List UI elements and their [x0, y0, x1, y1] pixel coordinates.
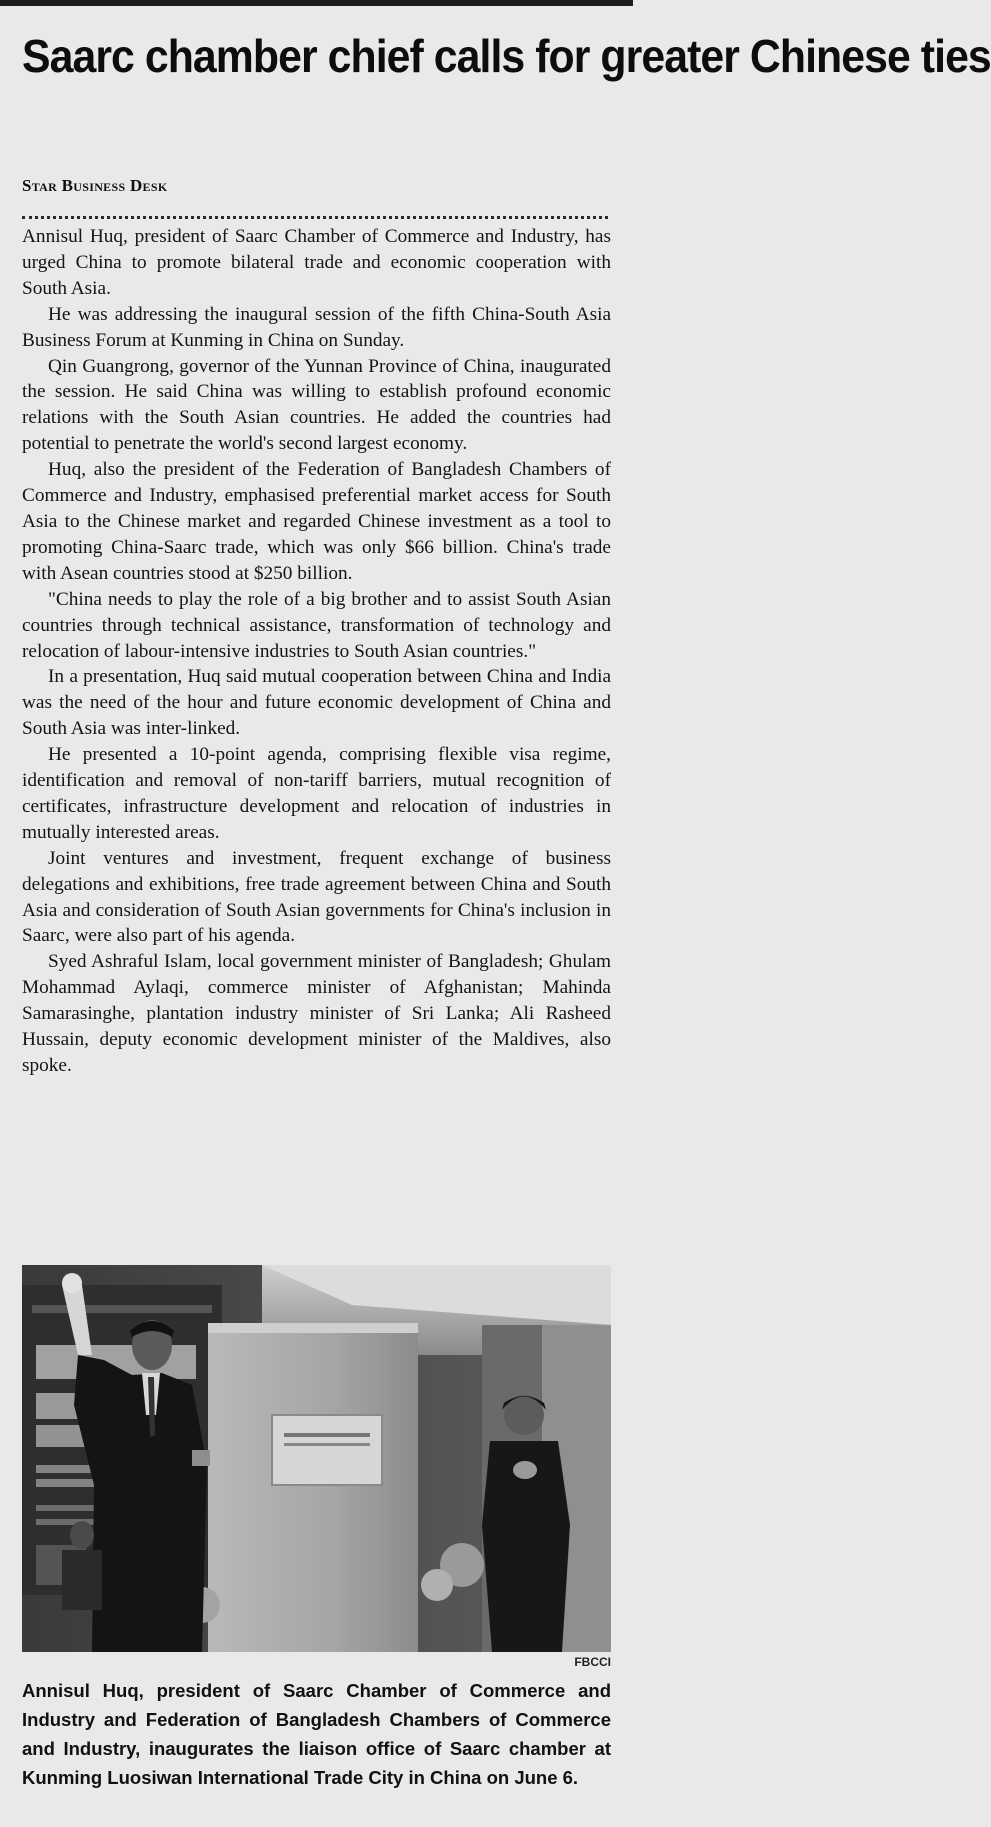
news-photo [22, 1265, 611, 1652]
dotted-divider [22, 216, 608, 219]
paragraph: Joint ventures and investment, frequent exchange of business delegations and exhibitions, free trade agreement between China and South Asia and consideration of South Asian governments for China's inclusion in Saarc, were also part of his agenda. [22, 847, 611, 947]
paragraph: He was addressing the inaugural session of the fifth China-South Asia Business Forum at Kunming in China on Sunday. [22, 303, 611, 351]
paragraph: Qin Guangrong, governor of the Yunnan Province of China, inaugurated the session. He said China was willing to establish profound economic relations with the South Asian countries. He added the countries had potential to penetrate the world's second largest economy. [22, 355, 611, 455]
photo-illustration [22, 1265, 611, 1652]
paragraph: In a presentation, Huq said mutual cooperation between China and India was the need of the hour and future economic development of China and South Asia was inter-linked. [22, 666, 611, 740]
paragraph: He presented a 10-point agenda, comprising flexible visa regime, identification and removal of non-tariff barriers, mutual recognition of certificates, infrastructure development and relocation of industries in mutually interested areas. [22, 744, 611, 843]
byline: Star Business Desk [22, 176, 168, 195]
top-border [0, 0, 633, 6]
photo-credit: FBCCI [574, 1655, 611, 1669]
photo-caption: Annisul Huq, president of Saarc Chamber of Commerce and Industry and Federation of Bangladesh Chambers of Commerce and Industry, inaugurates the liaison office of Saarc chamber at Kunming Luosiwan International Trade City in China on June 6. [22, 1680, 611, 1788]
article-body [22, 224, 611, 1079]
paragraph: "China needs to play the role of a big brother and to assist South Asian countries through technical assistance, transformation of technology and relocation of labour-intensive industries to South Asian countries." [22, 588, 611, 662]
headline: Saarc chamber chief calls for greater Chinese ties [22, 30, 991, 82]
paragraph: Annisul Huq, president of Saarc Chamber of Commerce and Industry, has urged China to promote bilateral trade and economic cooperation with South Asia. [22, 226, 611, 299]
paragraph: Huq, also the president of the Federation of Bangladesh Chambers of Commerce and Industry, emphasised preferential market access for South Asia to the Chinese market and regarded Chinese investment as a tool to promoting China-Saarc trade, which was only $66 billion. China's trade with Asean countries stood at $250 billion. [22, 459, 611, 584]
paragraph: Syed Ashraful Islam, local government minister of Bangladesh; Ghulam Mohammad Aylaqi, commerce minister of Afghanistan; Mahinda Samarasinghe, plantation industry minister of Sri Lanka; Ali Rasheed Hussain, deputy economic development minister of the Maldives, also spoke. [22, 951, 611, 1076]
